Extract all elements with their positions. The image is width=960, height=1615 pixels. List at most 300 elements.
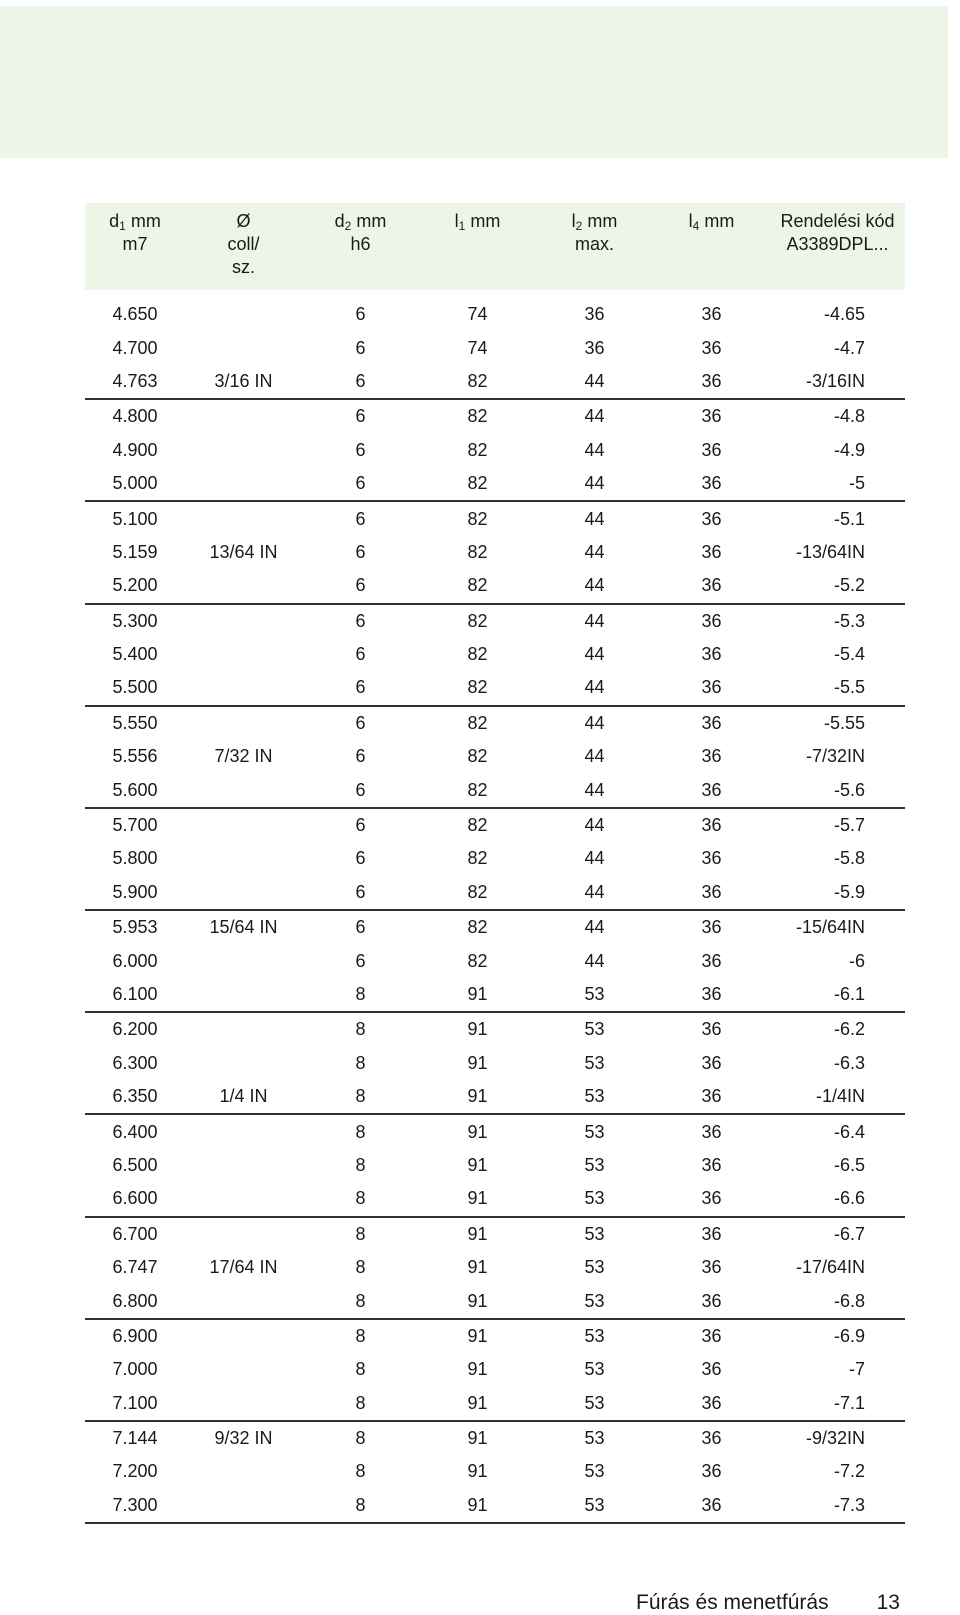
cell-d2: 6	[355, 304, 366, 325]
cell-l4: 36	[701, 1121, 722, 1142]
header-unit: mm	[351, 211, 387, 231]
cell-l2: 53	[584, 1154, 605, 1175]
table-row	[85, 536, 905, 569]
cell-inch	[185, 1012, 302, 1046]
cell-l4: 36	[653, 569, 770, 603]
cell-l4: 36	[701, 1154, 722, 1175]
table-row	[85, 1387, 905, 1421]
cell-l2: 44	[584, 541, 605, 562]
table-row	[85, 298, 905, 331]
cell-inch	[185, 399, 302, 433]
cell-inch	[185, 876, 302, 910]
cell-l2: 44	[536, 569, 653, 603]
cell-d1: 5.400	[112, 644, 158, 665]
table-row	[85, 1047, 905, 1080]
cell-d2: 8	[355, 1428, 366, 1449]
cell-l4: 36	[653, 1284, 770, 1318]
table-row	[85, 1421, 905, 1455]
header-subscript: 2	[575, 219, 583, 233]
cell-inch	[185, 1387, 302, 1421]
table-row	[85, 434, 905, 467]
cell-l4: 36	[653, 671, 770, 705]
table-row	[85, 910, 905, 944]
cell-l2: 36	[584, 304, 605, 325]
header-order-code	[770, 203, 905, 290]
cell-d1: 5.100	[112, 508, 158, 529]
cell-l4: 36	[653, 1182, 770, 1216]
cell-order-code: -5.5	[770, 671, 905, 705]
cell-d2: 6	[302, 671, 419, 705]
cell-order-code: -6.8	[770, 1284, 905, 1318]
header-label: Rendelési kód	[780, 211, 895, 231]
cell-order-code: -6.7	[833, 1223, 865, 1244]
cell-order-code: -5.6	[770, 773, 905, 807]
cell-d1: 6.350	[85, 1080, 185, 1114]
header-l4	[653, 203, 770, 290]
cell-order-code: -5.3	[833, 610, 865, 631]
cell-l1: 91	[467, 1223, 488, 1244]
cell-l4: 36	[701, 950, 722, 971]
cell-order-code: -17/64IN	[795, 1257, 865, 1278]
cell-inch	[185, 1182, 302, 1216]
cell-l1: 91	[467, 1257, 488, 1278]
cell-d1: 5.953	[112, 917, 158, 938]
cell-order-code: -3/16IN	[770, 365, 905, 399]
header-line2: coll/	[227, 234, 260, 254]
table-row	[85, 1319, 905, 1353]
cell-inch	[185, 1114, 302, 1148]
cell-d2: 6	[355, 439, 366, 460]
cell-d1: 6.500	[112, 1154, 158, 1175]
cell-order-code: -5.55	[823, 712, 865, 733]
cell-l2: 53	[584, 1325, 605, 1346]
cell-d2: 8	[355, 1154, 366, 1175]
footer-section-title: Fúrás és menetfúrás	[636, 1591, 829, 1614]
header-subscript: 2	[344, 219, 352, 233]
cell-inch	[185, 671, 302, 705]
table-row	[85, 365, 905, 399]
cell-order-code: -5	[770, 467, 905, 501]
cell-order-code: -7/32IN	[805, 746, 865, 767]
cell-inch	[185, 978, 302, 1012]
cell-d1: 5.556	[112, 746, 158, 767]
cell-l1: 91	[467, 1121, 488, 1142]
cell-l4: 36	[701, 541, 722, 562]
table-header-row	[85, 203, 905, 290]
cell-d1: 5.900	[85, 876, 185, 910]
cell-d1: 4.800	[112, 406, 158, 427]
cell-d1: 7.200	[112, 1461, 158, 1482]
cell-d2: 6	[355, 746, 366, 767]
table-row	[85, 876, 905, 910]
cell-l1: 82	[419, 876, 536, 910]
cell-l1: 82	[467, 950, 488, 971]
cell-l1: 91	[467, 1019, 488, 1040]
cell-order-code: -4.9	[833, 439, 865, 460]
cell-l4: 36	[701, 439, 722, 460]
cell-inch	[185, 1319, 302, 1353]
cell-l2: 44	[584, 406, 605, 427]
cell-d2: 8	[355, 1019, 366, 1040]
cell-d1: 6.200	[112, 1019, 158, 1040]
cell-d1: 4.763	[85, 365, 185, 399]
table-row	[85, 1353, 905, 1386]
cell-l4: 36	[701, 508, 722, 529]
cell-order-code: -7.3	[770, 1489, 905, 1523]
cell-order-code: -1/4IN	[770, 1080, 905, 1114]
cell-l2: 44	[584, 610, 605, 631]
header-line2: m7	[122, 234, 148, 254]
cell-l2: 53	[584, 1428, 605, 1449]
cell-d1: 6.700	[112, 1223, 158, 1244]
cell-d2: 6	[355, 848, 366, 869]
cell-l4: 36	[653, 365, 770, 399]
cell-d1: 6.300	[112, 1052, 158, 1073]
cell-d2: 6	[355, 644, 366, 665]
header-label: d	[334, 211, 345, 231]
cell-l2: 53	[536, 1080, 653, 1114]
cell-inch	[185, 1149, 302, 1182]
header-line2: max.	[574, 234, 614, 254]
cell-d2: 8	[355, 1052, 366, 1073]
cell-d2: 6	[355, 337, 366, 358]
cell-order-code: -5.8	[833, 848, 865, 869]
cell-order-code: -13/64IN	[795, 541, 865, 562]
cell-d2: 6	[302, 569, 419, 603]
cell-l4: 36	[653, 978, 770, 1012]
cell-l1: 91	[419, 1182, 536, 1216]
table-row	[85, 1149, 905, 1182]
cell-d2: 6	[302, 467, 419, 501]
cell-l2: 44	[536, 671, 653, 705]
cell-d2: 8	[355, 1325, 366, 1346]
cell-l1: 82	[419, 467, 536, 501]
cell-l2: 53	[584, 1223, 605, 1244]
cell-inch	[185, 1455, 302, 1488]
header-d2	[302, 203, 419, 290]
cell-l2: 53	[584, 1461, 605, 1482]
cell-d1: 5.700	[112, 815, 158, 836]
table-row	[85, 501, 905, 535]
cell-d1: 7.000	[112, 1359, 158, 1380]
table-row	[85, 1012, 905, 1046]
cell-d1: 7.100	[85, 1387, 185, 1421]
table-header	[85, 203, 905, 290]
cell-l4: 36	[701, 917, 722, 938]
header-line3: sz.	[231, 257, 255, 277]
table-row	[85, 1182, 905, 1216]
cell-l1: 82	[467, 815, 488, 836]
cell-inch	[185, 604, 302, 638]
cell-order-code: -6.5	[833, 1154, 865, 1175]
cell-inch	[185, 842, 302, 875]
cell-d2: 6	[355, 508, 366, 529]
cell-l2: 44	[584, 746, 605, 767]
header-label: Ø	[236, 211, 251, 231]
cell-l1: 91	[467, 1461, 488, 1482]
cell-d2: 8	[355, 1257, 366, 1278]
cell-d2: 6	[302, 876, 419, 910]
cell-l2: 44	[584, 439, 605, 460]
cell-l4: 36	[701, 1257, 722, 1278]
table-row	[85, 604, 905, 638]
cell-l1: 82	[467, 917, 488, 938]
cell-inch: 15/64 IN	[209, 917, 278, 938]
page-footer	[636, 1591, 900, 1615]
header-line2: h6	[350, 234, 371, 254]
table-row	[85, 706, 905, 740]
cell-d1: 5.300	[112, 610, 158, 631]
table-row	[85, 1217, 905, 1251]
cell-l1: 91	[467, 1325, 488, 1346]
cell-l1: 82	[467, 746, 488, 767]
header-unit: mm	[125, 211, 161, 231]
cell-l4: 36	[701, 815, 722, 836]
product-table-container	[85, 203, 905, 1524]
cell-d2: 6	[355, 610, 366, 631]
cell-l1: 82	[419, 569, 536, 603]
cell-inch	[185, 808, 302, 842]
cell-d2: 6	[355, 917, 366, 938]
cell-l2: 53	[584, 1052, 605, 1073]
cell-l4: 36	[653, 876, 770, 910]
cell-d2: 6	[355, 815, 366, 836]
cell-l1: 91	[419, 1387, 536, 1421]
cell-d1: 5.500	[85, 671, 185, 705]
cell-l1: 82	[467, 712, 488, 733]
cell-d2: 8	[302, 978, 419, 1012]
cell-order-code: -5.9	[770, 876, 905, 910]
header-label: l	[454, 211, 459, 231]
cell-order-code: -6.2	[833, 1019, 865, 1040]
cell-order-code: -5.2	[770, 569, 905, 603]
table-row	[85, 944, 905, 977]
cell-l2: 53	[584, 1359, 605, 1380]
cell-d2: 8	[302, 1489, 419, 1523]
cell-l4: 36	[701, 1325, 722, 1346]
cell-l4: 36	[701, 1019, 722, 1040]
cell-l4: 36	[701, 304, 722, 325]
header-label: l	[571, 211, 576, 231]
cell-d2: 8	[355, 1223, 366, 1244]
spacer-cell	[85, 290, 905, 298]
cell-l2: 44	[584, 508, 605, 529]
cell-l4: 36	[653, 1489, 770, 1523]
header-subscript: 4	[692, 219, 700, 233]
cell-l4: 36	[701, 848, 722, 869]
cell-inch	[185, 467, 302, 501]
page-number: 13	[876, 1591, 900, 1614]
cell-l4: 36	[701, 1052, 722, 1073]
cell-inch	[185, 1217, 302, 1251]
table-body	[85, 290, 905, 1523]
table-row	[85, 1455, 905, 1488]
cell-l4: 36	[653, 773, 770, 807]
cell-l2: 53	[536, 1182, 653, 1216]
cell-order-code: -4.7	[833, 337, 865, 358]
cell-order-code: -6.9	[833, 1325, 865, 1346]
table-row	[85, 1114, 905, 1148]
cell-order-code: -5.4	[833, 644, 865, 665]
cell-l2: 44	[536, 467, 653, 501]
cell-l4: 36	[701, 712, 722, 733]
cell-d1: 4.700	[112, 337, 158, 358]
cell-l1: 91	[467, 1428, 488, 1449]
cell-l2: 44	[584, 950, 605, 971]
cell-l1: 82	[467, 541, 488, 562]
cell-d1: 6.800	[85, 1284, 185, 1318]
cell-order-code: -6.1	[770, 978, 905, 1012]
cell-inch	[185, 434, 302, 467]
cell-inch: 9/32 IN	[214, 1428, 273, 1449]
cell-d1: 5.200	[85, 569, 185, 603]
cell-l2: 44	[584, 644, 605, 665]
header-unit: mm	[582, 211, 618, 231]
cell-inch	[185, 944, 302, 977]
cell-l4: 36	[701, 1223, 722, 1244]
cell-inch	[185, 501, 302, 535]
cell-d2: 8	[355, 1461, 366, 1482]
header-l1	[419, 203, 536, 290]
cell-d1: 5.600	[85, 773, 185, 807]
cell-inch	[185, 1047, 302, 1080]
cell-l4: 36	[701, 406, 722, 427]
cell-l1: 74	[467, 304, 488, 325]
cell-d1: 6.900	[112, 1325, 158, 1346]
cell-d1: 6.000	[112, 950, 158, 971]
cell-l1: 82	[467, 848, 488, 869]
cell-inch	[185, 569, 302, 603]
table-row	[85, 773, 905, 807]
header-diameter-inch	[185, 203, 302, 290]
cell-l2: 44	[584, 848, 605, 869]
cell-order-code: -6.4	[833, 1121, 865, 1142]
table-row	[85, 467, 905, 501]
cell-l2: 44	[536, 773, 653, 807]
cell-l2: 53	[536, 1284, 653, 1318]
cell-l1: 82	[467, 610, 488, 631]
cell-l1: 91	[419, 1284, 536, 1318]
cell-inch	[185, 331, 302, 364]
cell-d2: 8	[302, 1387, 419, 1421]
cell-l4: 36	[701, 644, 722, 665]
cell-order-code: -6.3	[833, 1052, 865, 1073]
cell-inch: 13/64 IN	[209, 541, 278, 562]
table-row	[85, 740, 905, 773]
cell-d2: 6	[302, 365, 419, 399]
cell-order-code: -5.7	[833, 815, 865, 836]
cell-d1: 5.000	[85, 467, 185, 501]
cell-d2: 8	[355, 1359, 366, 1380]
table-row	[85, 1284, 905, 1318]
cell-l2: 44	[536, 365, 653, 399]
cell-l2: 36	[584, 337, 605, 358]
cell-l4: 36	[653, 467, 770, 501]
product-table	[85, 203, 905, 1524]
cell-l1: 82	[419, 365, 536, 399]
cell-d1: 4.900	[112, 439, 158, 460]
cell-order-code: -7	[848, 1359, 865, 1380]
cell-inch	[185, 1489, 302, 1523]
table-row	[85, 638, 905, 671]
cell-inch	[185, 298, 302, 331]
cell-l1: 91	[419, 978, 536, 1012]
cell-l1: 82	[467, 508, 488, 529]
cell-d1: 5.800	[112, 848, 158, 869]
cell-order-code: -4.65	[823, 304, 865, 325]
cell-l2: 44	[536, 876, 653, 910]
cell-d1: 6.400	[112, 1121, 158, 1142]
cell-l4: 36	[653, 1387, 770, 1421]
table-row	[85, 1489, 905, 1523]
table-row	[85, 671, 905, 705]
cell-l4: 36	[701, 610, 722, 631]
cell-l1: 91	[467, 1052, 488, 1073]
cell-order-code: -6.6	[770, 1182, 905, 1216]
cell-l1: 82	[419, 773, 536, 807]
cell-l2: 53	[536, 978, 653, 1012]
cell-d2: 6	[355, 712, 366, 733]
cell-l4: 36	[701, 746, 722, 767]
cell-l1: 91	[419, 1489, 536, 1523]
cell-l2: 53	[536, 1387, 653, 1421]
cell-l1: 82	[419, 671, 536, 705]
table-row	[85, 1080, 905, 1114]
cell-inch	[185, 1284, 302, 1318]
header-line2: A3389DPL...	[786, 234, 889, 254]
cell-order-code: -4.8	[833, 406, 865, 427]
cell-d1: 5.159	[112, 541, 158, 562]
cell-inch: 7/32 IN	[214, 746, 273, 767]
cell-l2: 53	[584, 1019, 605, 1040]
cell-d2: 8	[302, 1182, 419, 1216]
cell-l4: 36	[701, 1428, 722, 1449]
table-row	[85, 978, 905, 1012]
cell-d2: 8	[355, 1121, 366, 1142]
cell-d1: 7.144	[112, 1428, 158, 1449]
cell-order-code: -5.1	[833, 508, 865, 529]
header-subscript: 1	[458, 219, 466, 233]
cell-l2: 44	[584, 917, 605, 938]
cell-d2: 8	[302, 1284, 419, 1318]
cell-d1: 6.747	[112, 1257, 158, 1278]
cell-order-code: -7.2	[833, 1461, 865, 1482]
header-subscript: 1	[119, 219, 126, 233]
cell-order-code: -6	[848, 950, 865, 971]
table-row	[85, 569, 905, 603]
cell-l1: 91	[467, 1154, 488, 1175]
table-row	[85, 331, 905, 364]
header-band	[0, 6, 948, 158]
cell-d2: 6	[302, 773, 419, 807]
cell-d1: 5.550	[112, 712, 158, 733]
cell-d2: 6	[355, 541, 366, 562]
cell-l1: 74	[467, 337, 488, 358]
cell-inch	[185, 706, 302, 740]
cell-order-code: -15/64IN	[795, 917, 865, 938]
cell-d2: 8	[302, 1080, 419, 1114]
cell-l1: 82	[467, 439, 488, 460]
cell-inch: 3/16 IN	[185, 365, 302, 399]
cell-l1: 82	[467, 406, 488, 427]
cell-inch: 17/64 IN	[209, 1257, 278, 1278]
header-unit: mm	[465, 211, 501, 231]
cell-inch: 1/4 IN	[185, 1080, 302, 1114]
cell-order-code: -7.1	[770, 1387, 905, 1421]
table-row	[85, 1251, 905, 1284]
cell-d1: 4.650	[112, 304, 158, 325]
cell-l2: 44	[584, 712, 605, 733]
